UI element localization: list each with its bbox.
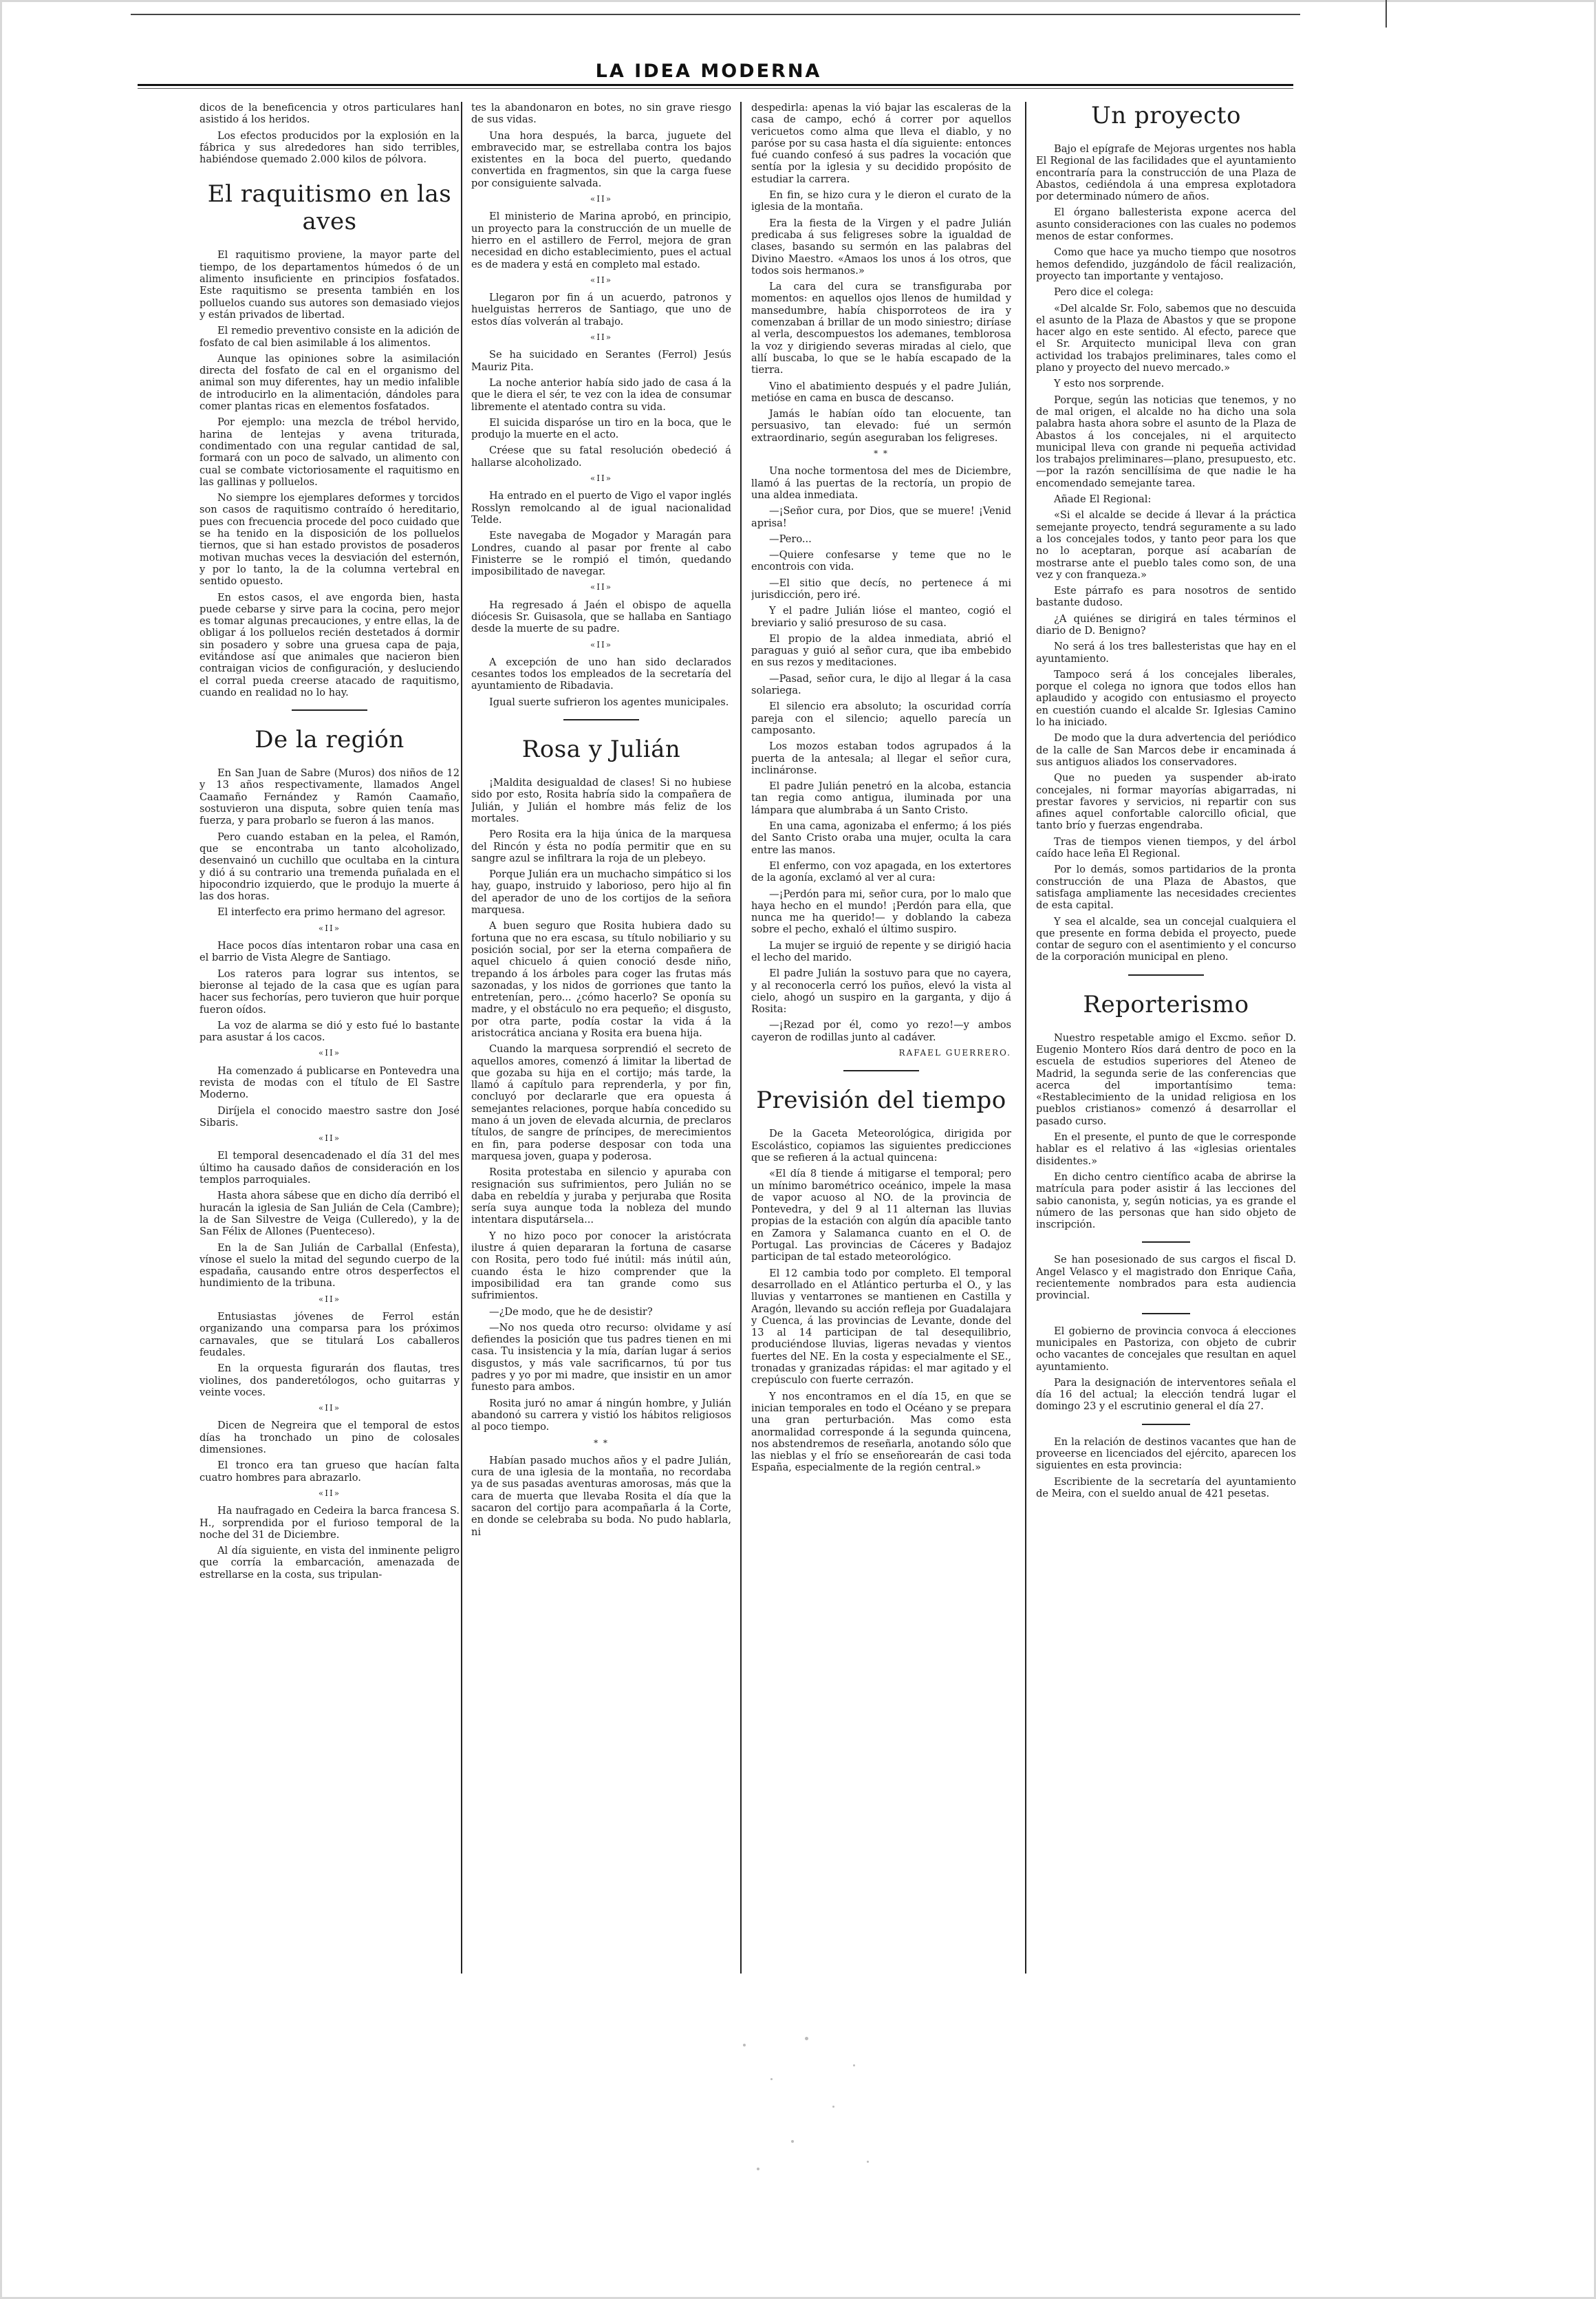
- paragraph: El padre Julián penetró en la alcoba, estancia tan regia como antigua, iluminada por una lámpara que alumbraba á un Santo Cristo.: [751, 780, 1011, 816]
- section-rule: [843, 1070, 919, 1071]
- paragraph: Añade El Regional:: [1054, 493, 1152, 506]
- masthead-rule: [138, 84, 1293, 86]
- separator: «II»: [318, 1403, 341, 1413]
- paragraph: Se han posesionado de sus cargos el fiscal D. Angel Velasco y el magistrado don Enrique Caña, recientemente nombrados para esta audiencia provincial.: [1036, 1254, 1296, 1302]
- paragraph: De la Gaceta Meteorológica, dirigida por Escolástico, copiamos las siguientes predicciones que se refieren á la actual quincena:: [751, 1128, 1011, 1164]
- paragraph: No será á los tres ballesteristas que hay en el ayuntamiento.: [1036, 641, 1296, 665]
- paragraph: «El día 8 tiende á mitigarse el temporal; pero un mínimo barométrico oceánico, impele la masa de vapor acuoso al NO. de la provincia de Pontevedra, y del 9 al 11 alternan las lluvias propias de la estación con algún día apacible tanto en Zamora y Salamanca cuanto en el O. de Portugal. Las provincias de Cáceres y Badajoz participan de tal estado meteorológico.: [751, 1168, 1011, 1263]
- item-rule: [1142, 1241, 1190, 1243]
- paragraph: En estos casos, el ave engorda bien, hasta puede cebarse y sirve para la cocina, pero mejor es tomar algunas precauciones, y entre ellas, la de obligar á los polluelos recién destetados á dormir sin posadero y sobre una gruesa capa de paja, evitándose así que animales que nacieron bien contraigan vicios de configuración, y desluciendo el corral pueda creerse atacado de raquitismo, cuando en realidad no lo hay.: [200, 591, 460, 698]
- paragraph: A excepción de uno han sido declarados cesantes todos los empleados de la secretaría del ayuntamiento de Ribadavia.: [471, 656, 731, 692]
- paragraph: —El sitio que decís, no pertenece á mi jurisdicción, pero iré.: [751, 577, 1011, 601]
- paragraph: despedirla: apenas la vió bajar las escaleras de la casa de campo, echó á correr por aquellos vericuetos como alma que lleva el diablo, y no paróse por su casa hasta el día siguiente: entonces fué cuando confesó á sus padres la vocación que sentía por la iglesia y su decidido propósito de estudiar la carrera.: [751, 102, 1011, 185]
- right-edge-line: [1385, 0, 1387, 28]
- section-rule: [1128, 974, 1204, 976]
- paragraph: Cuando la marquesa sorprendió el secreto de aquellos amores, comenzó á limitar la libertad de que gozaba su hija en el cortijo; más tarde, la llamó á capítulo para reprenderla, y por fin, concluyó por declararle que era opuesta á semejantes relaciones, porque había concedido su mano á un joven de elevada alcurnia, de preclaros títulos, de sangre de príncipes, de merecimientos en fin, para poderse desposar con toda una marquesa joven, guapa y poderosa.: [471, 1043, 731, 1162]
- paragraph: El propio de la aldea inmediata, abrió el paraguas y guió al señor cura, que iba embebido en sus rezos y meditaciones.: [751, 632, 1011, 669]
- paragraph: —¿De modo, que he de desistir?: [489, 1305, 653, 1318]
- paragraph: Entusiastas jóvenes de Ferrol están organizando una comparsa para los próximos carnavales, que se titulará Los caballeros feudales.: [200, 1311, 460, 1358]
- section-rule: [292, 709, 367, 711]
- separator-stars: * *: [594, 1437, 609, 1448]
- paragraph: Diríjela el conocido maestro sastre don José Sibaris.: [200, 1104, 460, 1129]
- paragraph: En la de San Julián de Carballal (Enfesta), vínose el suelo la mitad del segundo cuerpo de la espadaña, causando entre otros desperfectos el hundimiento de la tribuna.: [200, 1241, 460, 1290]
- column-1: [200, 102, 460, 1987]
- print-speckle-area: [729, 2023, 894, 2202]
- paragraph: «Del alcalde Sr. Folo, sabemos que no descuida el asunto de la Plaza de Abastos y que se propone hacer algo en este sentido. Al efecto, parece que el Sr. Arquitecto municipal lleva con gran actividad los trabajos preliminares, tales como el plano y proyecto del nuevo mercado.»: [1036, 302, 1296, 374]
- paragraph: Y nos encontramos en el día 15, en que se inician temporales en todo el Océano y se prepara una gran perturbación. Mas como esta anormalidad corresponde á la segunda quincena, nos abstendremos de reseñarla, anotando sólo que las nieblas y el frío se enseñorearán de casi toda España, especialmente de la región central.»: [751, 1390, 1011, 1474]
- paragraph: Una noche tormentosa del mes de Diciembre, llamó á las puertas de la rectoría, un propio de una aldea inmediata.: [751, 465, 1011, 501]
- paragraph: Los mozos estaban todos agrupados á la puerta de la antesala; al llegar el señor cura, inclináronse.: [751, 740, 1011, 776]
- paragraph: —¡Rezad por él, como yo rezo!—y ambos cayeron de rodillas junto al cadáver.: [751, 1019, 1011, 1043]
- heading-proyecto: Un proyecto: [1091, 102, 1241, 129]
- paragraph: Era la fiesta de la Virgen y el padre Julián predicaba á sus feligreses sobre la igualdad de clases, basando su sermón en las palabras del Divino Maestro. «Amaos los unos á los otros, que todos sois hermanos.»: [751, 217, 1011, 277]
- separator: «II»: [590, 582, 613, 592]
- masthead-rule-thin: [138, 88, 1293, 89]
- paragraph: —Pasad, señor cura, le dijo al llegar á la casa solariega.: [751, 672, 1011, 697]
- separator: «II»: [590, 639, 613, 650]
- paragraph: Habían pasado muchos años y el padre Julián, cura de una iglesia de la montaña, no recordaba ya de sus pasadas aventuras amorosas, más que la cara de muerta que llevaba Rosita el día que la sacaron del cortijo para acompañarla á la Corte, en donde se celebraba su boda. No pudo hablarla, ni: [471, 1454, 731, 1538]
- paragraph: En San Juan de Sabre (Muros) dos niños de 12 y 13 años respectivamente, llamados Angel Caamaño Fernández y Ramón Caamaño, sostuvieron una disputa, sobre quien tenía mas fuerza, y para probarlo se fueron á las manos.: [200, 767, 460, 827]
- paragraph: A buen seguro que Rosita hubiera dado su fortuna que no era escasa, su título nobiliario y su posición social, por ser la eterna compañera de aquel chicuelo á quien conoció desde niño, trepando á los árboles para coger las frutas más sazonadas, y los nidos de gorriones que tanto la entretenían, pero... ¿cómo hacerlo? Se oponía su madre, y el obstáculo no era pequeño; el disgusto, por otra parte, podía costar la vida á la aristocrática anciana y Rosita era buena hija.: [471, 920, 731, 1039]
- heading-region: De la región: [255, 726, 405, 754]
- paragraph: «Si el alcalde se decide á llevar á la práctica semejante proyecto, tendrá seguramente a su lado a los concejales todos, y tanto peor para los que no lo aceptaran, porque así acabarían de mostrarse ante el pueblo tales como son, de una vez y con franqueza.»: [1036, 509, 1296, 581]
- paragraph: —¡Señor cura, por Dios, que se muere! ¡Venid aprisa!: [751, 505, 1011, 529]
- heading-rosa-y-julian: Rosa y Julián: [521, 736, 681, 764]
- paragraph: El 12 cambia todo por completo. El temporal desarrollado en el Atlántico perturba el O., y las lluvias y ventarrones se mantienen en Castilla y Aragón, llevando su acción refleja por Guadalajara y Cuenca, á las provincias de Levante, donde del 13 al 14 participan de tal desequilibrio, produciéndose lluvias, ligeras nevadas y vientos fuertes del NE. En la costa y especialmente el SE., tronadas y granizadas rápidas: el mar agitado y el crepúsculo con fuerte cerrazón.: [751, 1267, 1011, 1387]
- paragraph: Tras de tiempos vienen tiempos, y del árbol caído hace leña El Regional.: [1036, 835, 1296, 860]
- separator: «II»: [590, 332, 613, 343]
- paragraph: En dicho centro científico acaba de abrirse la matrícula para poder asistir á las lecciones del sabio canonista, y, según noticias, ya es grande el número de las personas que han sido objeto de inscripción.: [1036, 1170, 1296, 1231]
- separator: «II»: [318, 923, 341, 933]
- section-rule: [563, 719, 639, 720]
- paragraph: No siempre los ejemplares deformes y torcidos son casos de raquitismo contraído ó hereditario, pues con frecuencia procede del poco cuidado que se ha tenido en la disposición de los polluelos tiernos, que si han estado provistos de posaderos motivan muchas veces la desviación del esternón, y por lo tanto, la de la columna vertebral en sentido opuesto.: [200, 492, 460, 588]
- paragraph: ¡Maldita desigualdad de clases! Si no hubiese sido por esto, Rosita habría sido la compañera de Julián, y Julián el hombre más feliz de los mortales.: [471, 777, 731, 824]
- paragraph: En fin, se hizo cura y le dieron el curato de la iglesia de la montaña.: [751, 189, 1011, 213]
- paragraph: Este navegaba de Mogador y Maragán para Londres, cuando al pasar por frente al cabo Finisterre se le rompió el timón, quedando imposibilitado de navegar.: [471, 530, 731, 578]
- paragraph: Pero Rosita era la hija única de la marquesa del Rincón y ésta no podía permitir que en su sangre azul se infiltrara la roja de un plebeyo.: [471, 828, 731, 864]
- paragraph: El suicida disparóse un tiro en la boca, que le produjo la muerte en el acto.: [471, 416, 731, 441]
- paragraph: Ha naufragado en Cedeira la barca francesa S. H., sorprendida por el furioso temporal de la noche del 31 de Diciembre.: [200, 1505, 460, 1541]
- paragraph: El tronco era tan grueso que hacían falta cuatro hombres para abrazarlo.: [200, 1459, 460, 1484]
- paragraph: Una hora después, la barca, juguete del embravecido mar, se estrellaba contra los bajos existentes en la boca del puerto, quedando convertida en fragmentos, sin que la carga fuese por consiguiente salvada.: [471, 129, 731, 189]
- separator: «II»: [318, 1294, 341, 1304]
- item-rule: [1142, 1313, 1190, 1314]
- paragraph: —Pero...: [769, 533, 812, 545]
- paragraph: El enfermo, con voz apagada, en los extertores de la agonía, exclamó al ver al cura:: [751, 859, 1011, 884]
- paragraph: Ha entrado en el puerto de Vigo el vapor inglés Rosslyn remolcando al de igual nacionalidad Telde.: [471, 490, 731, 526]
- paragraph: Este párrafo es para nosotros de sentido bastante dudoso.: [1036, 585, 1296, 609]
- paragraph: En la orquesta figurarán dos flautas, tres violines, dos panderetólogos, ocho guitarras y veinte voces.: [200, 1362, 460, 1398]
- paragraph: Por lo demás, somos partidarios de la pronta construcción de una Plaza de Abastos, que satisfaga ampliamente las necesidades crecientes de esta capital.: [1036, 864, 1296, 912]
- paragraph: El padre Julián la sostuvo para que no cayera, y al reconocerla cerró los puños, elevó la vista al cielo, ahogó un suspiro en la garganta, y dijo á Rosita:: [751, 967, 1011, 1016]
- separator-stars: * *: [874, 449, 889, 459]
- paragraph: Se ha suicidado en Serantes (Ferrol) Jesús Mauriz Pita.: [471, 349, 731, 373]
- column-divider-2: [740, 102, 742, 1974]
- top-edge-line: [131, 14, 1300, 15]
- paragraph: El órgano ballesterista expone acerca del asunto consideraciones con las cuales no podemos menos de estar conformes.: [1036, 206, 1296, 243]
- paragraph: Aunque las opiniones sobre la asimilación directa del fosfato de cal en el organismo del animal son muy diferentes, hay un medio infalible de introducirlo en la alimentación, dándoles para comer plantas ricas en elementos fosfatados.: [200, 352, 460, 413]
- item-rule: [1142, 1424, 1190, 1425]
- paragraph: Créese que su fatal resolución obedeció á hallarse alcoholizado.: [471, 445, 731, 469]
- paragraph: Jamás le habían oído tan elocuente, tan persuasivo, tan elevado: fué un sermón extraordinario, según aseguraban los feligreses.: [751, 408, 1011, 444]
- paragraph: El raquitismo proviene, la mayor parte del tiempo, de los departamentos húmedos ó de un alimento insuficiente en principios fosfatados. Este raquitismo se presenta también en los polluelos cuando sus autores son demasiado viejos y están privados de libertad.: [200, 249, 460, 321]
- column-2: [471, 102, 731, 1987]
- masthead: LA IDEA MODERNA: [595, 61, 822, 82]
- paragraph: Los rateros para lograr sus intentos, se bieronse al tejado de la casa que es ugían para hacer sus fechorías, pero tuvieron que huir porque fueron oídos.: [200, 967, 460, 1016]
- paragraph: Y el padre Julián lióse el manteo, cogió el breviario y salió presuroso de su casa.: [751, 605, 1011, 629]
- separator: «II»: [590, 275, 613, 285]
- paragraph: El interfecto era primo hermano del agresor.: [217, 906, 446, 919]
- paragraph: Y esto nos sorprende.: [1054, 378, 1165, 390]
- heading-prevision: Previsión del tiempo: [756, 1087, 1006, 1115]
- paragraph: Escribiente de la secretaría del ayuntamiento de Meira, con el sueldo anual de 421 pesetas.: [1036, 1475, 1296, 1499]
- paragraph: Para la designación de interventores señala el día 16 del actual; la elección tendrá lugar el domingo 23 y el escrutinio general el día 27.: [1036, 1376, 1296, 1413]
- paragraph: dicos de la beneficencia y otros particulares han asistido á los heridos.: [200, 102, 460, 126]
- heading-reporterismo: Reporterismo: [1083, 990, 1249, 1018]
- paragraph: De modo que la dura advertencia del periódico de la calle de San Marcos debe ir encaminada á sus antiguos aliados los conservadores.: [1036, 732, 1296, 768]
- paragraph: Pero cuando estaban en la pelea, el Ramón, que se encontraba un tanto alcoholizado, desenvainó un cuchillo que ocultaba en la cintura y dió á su contrario una tremenda puñalada en el hipocondrio izquierdo, que le produjo la muerte á las dos horas.: [200, 831, 460, 903]
- paragraph: Llegaron por fin á un acuerdo, patronos y huelguistas herreros de Santiago, que uno de estos días volverán al trabajo.: [471, 292, 731, 328]
- paragraph: Porque Julián era un muchacho simpático si los hay, guapo, instruido y laborioso, pero hijo al fin del aperador de uno de los cortijos de la señora marquesa.: [471, 868, 731, 917]
- paragraph: Porque, según las noticias que tenemos, y no de mal origen, el alcalde no ha dicho una sola palabra hasta ahora sobre el asunto de la Plaza de Abastos á los concejales, ni el arquitecto municipal lleva con grande ni pequeña actividad los trabajos preliminares—plano, presupuesto, etc.—por la razón sencillísima de que nadie le ha encomendado semejante tarea.: [1036, 394, 1296, 489]
- paragraph: Tampoco será á los concejales liberales, porque el colega no ignora que todos ellos han aplaudido y acogido con entusiasmo el proyecto en cuestión cuando el alcalde Sr. Iglesias Camino lo ha iniciado.: [1036, 668, 1296, 729]
- separator: «II»: [318, 1048, 341, 1058]
- paragraph: La voz de alarma se dió y esto fué lo bastante para asustar á los cacos.: [200, 1019, 460, 1044]
- paragraph: Bajo el epígrafe de Mejoras urgentes nos habla El Regional de las facilidades que el ayuntamiento encontraría para la construcción de una Plaza de Abastos, cediéndola á una empresa explotadora por determinado número de años.: [1036, 143, 1296, 203]
- paragraph: Nuestro respetable amigo el Excmo. señor D. Eugenio Montero Ríos dará dentro de poco en la escuela de estudios superiores del Ateneo de Madrid, la segunda serie de las conferencias que acerca del importantísimo tema: «Restablecimiento de la unidad religiosa en los pueblos cristianos» comenzó á desarrollar el pasado curso.: [1036, 1031, 1296, 1127]
- paragraph: Y sea el alcalde, sea un concejal cualquiera el que presente en forma debida el proyecto, puede contar de seguro con el asentimiento y el concurso de la corporación municipal en pleno.: [1036, 915, 1296, 963]
- paragraph: En la relación de destinos vacantes que han de proveerse en licenciados del ejército, aparecen los siguientes en esta provincia:: [1036, 1435, 1296, 1472]
- paragraph: El ministerio de Marina aprobó, en principio, un proyecto para la construcción de un muelle de hierro en el astillero de Ferrol, mejora de gran necesidad en dicho establecimiento, pues el actual es de madera y está en completo mal estado.: [471, 211, 731, 270]
- paragraph: Rosita juró no amar á ningún hombre, y Julián abandonó su carrera y vistió los hábitos religiosos al poco tiempo.: [471, 1397, 731, 1433]
- paragraph: La noche anterior había sido jado de casa á la que le diera el sér, te vez con la idea de consumar libremente el atentado contra su vida.: [471, 376, 731, 413]
- paragraph: Y no hizo poco por conocer la aristócrata ilustre á quien depararan la fortuna de casarse con Rosita, pero todo fué inútil: más inútil aún, cuando ésta le hizo comprender que la imposibilidad era tan grande como sus sufrimientos.: [471, 1230, 731, 1302]
- paragraph: Dicen de Negreira que el temporal de estos días ha tronchado un pino de colosales dimensiones.: [200, 1420, 460, 1456]
- paragraph: —¡Perdón para mi, señor cura, por lo malo que haya hecho en el mundo! ¡Perdón para ella, que nunca me ha querido!— y doblando la cabeza sobre el pecho, exhaló el último suspiro.: [751, 888, 1011, 936]
- paragraph: Al día siguiente, en vista del inminente peligro que corría la embarcación, amenazada de estrellarse en la costa, sus tripulan-: [200, 1545, 460, 1581]
- paragraph: En una cama, agonizaba el enfermo; á los piés del Santo Cristo oraba una mujer, oculta la cara entre las manos.: [751, 820, 1011, 856]
- paragraph: La cara del cura se transfiguraba por momentos: en aquellos ojos llenos de humildad y mansedumbre, había chisporroteos de ira y comenzaban á brillar de un modo siniestro; diríase al verla, descompuestos los ademanes, temblorosa la voz y dirigiendo severas miradas al cielo, que allí buscaba, lo que se le había escapado de la tierra.: [751, 281, 1011, 376]
- paragraph: Ha comenzado á publicarse en Pontevedra una revista de modas con el título de El Sastre Moderno.: [200, 1065, 460, 1101]
- paragraph: El gobierno de provincia convoca á elecciones municipales en Pastoriza, con objeto de cubrir ocho vacantes de concejales que resultan en aquel ayuntamiento.: [1036, 1325, 1296, 1373]
- column-divider-1: [461, 102, 462, 1974]
- paragraph: —No nos queda otro recurso: olvidame y así defiendes la posición que tus padres tienen en mi casa. Tu insistencia y la mía, darían lugar á serios disgustos, y más vale sacrificarnos, tú por tus padres y yo por mi madre, que insistir en un amor funesto para ambos.: [471, 1321, 731, 1393]
- separator: «II»: [318, 1488, 341, 1498]
- paragraph: Ha regresado á Jaén el obispo de aquella diócesis Sr. Guisasola, que se hallaba en Santiago desde la muerte de su padre.: [471, 599, 731, 635]
- paragraph: Por ejemplo: una mezcla de trébol hervido, harina de lentejas y avena triturada, condimentado con una regular cantidad de sal, formará con un poco de salvado, un alimento con cual se combate victoriosamente el raquitismo en las gallinas y polluelos.: [200, 416, 460, 488]
- paragraph: ¿A quiénes se dirigirá en tales términos el diario de D. Benigno?: [1036, 612, 1296, 637]
- paragraph: El temporal desencadenado el día 31 del mes último ha causado daños de consideración en los templos parroquiales.: [200, 1150, 460, 1186]
- paragraph: Rosita protestaba en silencio y apuraba con resignación sus sufrimientos, pero Julián no se daba en rebeldía y juraba y perjuraba que Rosita sería suya aunque toda la nobleza del mundo intentara disputársela...: [471, 1166, 731, 1226]
- column-divider-3: [1025, 102, 1026, 1974]
- paragraph: Como que hace ya mucho tiempo que nosotros hemos defendido, juzgándolo de fácil realización, proyecto tan importante y ventajoso.: [1036, 246, 1296, 282]
- paragraph: Igual suerte sufrieron los agentes municipales.: [489, 696, 729, 708]
- column-3: [751, 102, 1011, 1987]
- paragraph: Pero dice el colega:: [1054, 286, 1154, 299]
- paragraph: Que no pueden ya suspender ab-irato concejales, ni formar mayorías abigarradas, ni prestar favores y servicios, ni repartir con sus afines aquel confortable calorcillo oficial, que tanto brío y fuerzas engendraba.: [1036, 772, 1296, 832]
- separator: «II»: [590, 194, 613, 204]
- paragraph: Hasta ahora sábese que en dicho día derribó el huracán la iglesia de San Julián de Cela (Cambre); la de San Silvestre de Veiga (Culleredo), y la de San Félix de Allones (Puenteceso).: [200, 1190, 460, 1238]
- separator: «II»: [318, 1133, 341, 1144]
- paragraph: Vino el abatimiento después y el padre Julián, metióse en cama en busca de descanso.: [751, 380, 1011, 404]
- separator: «II»: [590, 473, 613, 484]
- paragraph: La mujer se irguió de repente y se dirigió hacia el lecho del marido.: [751, 939, 1011, 963]
- paragraph: Hace pocos días intentaron robar una casa en el barrio de Vista Alegre de Santiago.: [200, 940, 460, 964]
- paragraph: El silencio era absoluto; la oscuridad corría pareja con el silencio; aquello parecía un camposanto.: [751, 701, 1011, 736]
- column-4: [1036, 102, 1296, 1987]
- paragraph: tes la abandonaron en botes, no sin grave riesgo de sus vidas.: [471, 102, 731, 126]
- paragraph: Los efectos producidos por la explosión en la fábrica y sus alrededores han sido terribles, habiéndose quemado 2.000 kilos de pólvora.: [200, 129, 460, 166]
- heading-raquitismo: El raquitismo en las aves: [207, 180, 452, 236]
- author-signature: RAFAEL GUERRERO.: [898, 1048, 1011, 1058]
- paragraph: El remedio preventivo consiste en la adición de fosfato de cal bien asimilable á los alimentos.: [200, 325, 460, 349]
- paragraph: —Quiere confesarse y teme que no le encontrois con vida.: [751, 549, 1011, 573]
- paragraph: En el presente, el punto de que le corresponde hablar es el relativo á las «iglesias orientales disidentes.»: [1036, 1131, 1296, 1167]
